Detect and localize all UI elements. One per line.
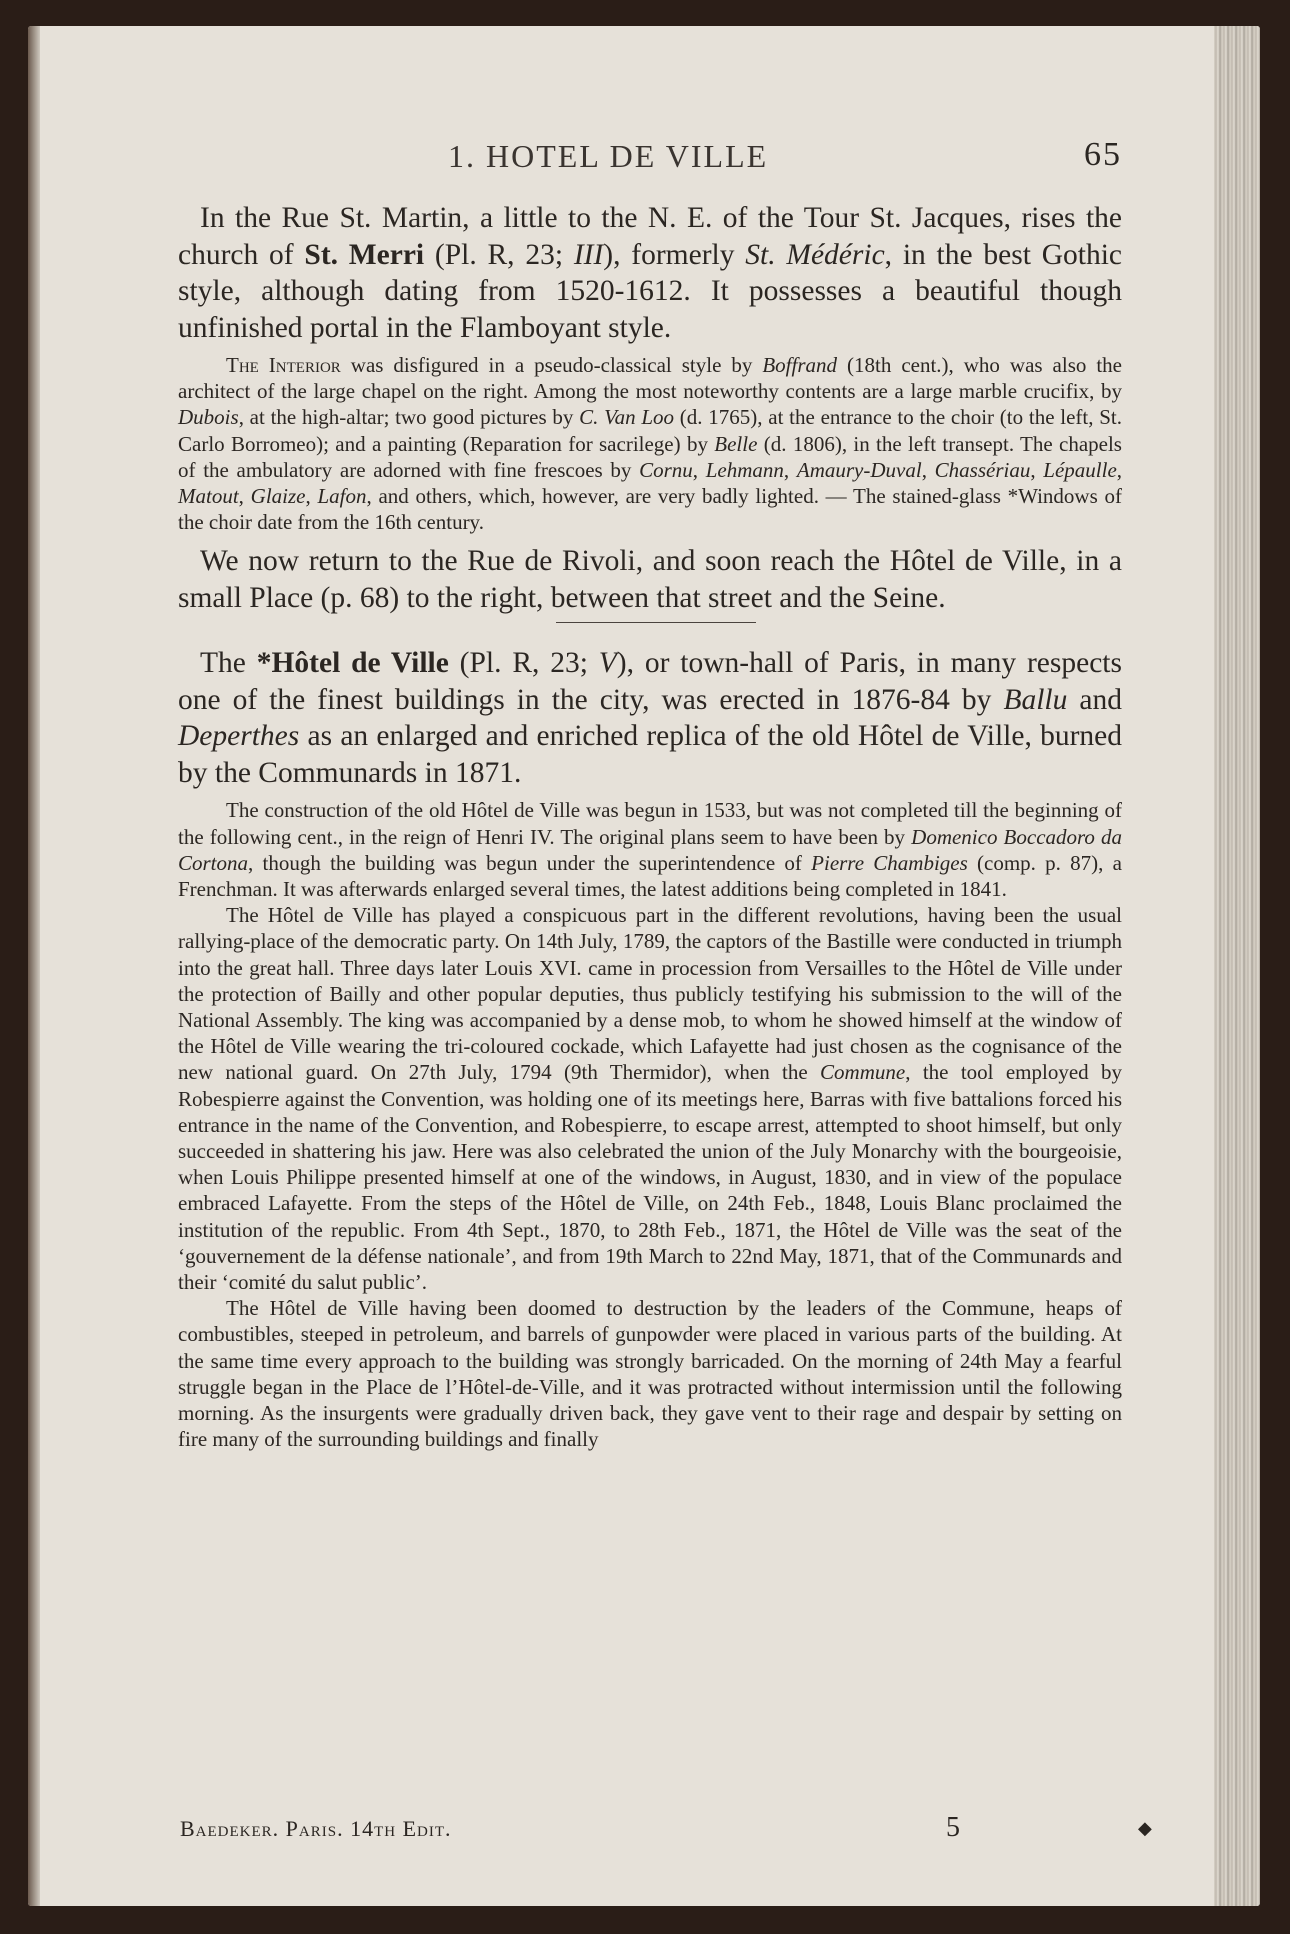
- italic-term: C. Van Loo: [579, 405, 675, 430]
- text-run: ,: [1030, 457, 1044, 482]
- page-text: [178, 138, 1122, 1453]
- text-run: (18th cent.), who was also the architect of the large chapel on the right. Among the most noteworthy contents are a large marble crucifix, by: [178, 353, 1122, 404]
- italic-term: Deperthes: [178, 720, 300, 753]
- italic-term: Chassériau: [934, 457, 1031, 482]
- italic-term: III: [573, 238, 604, 271]
- text-run: , and others, which, however, are very badly lighted. — The stained-glass *Windows of the choir date from the 16th century.: [178, 484, 1122, 535]
- bold-term: St. Merri: [304, 238, 425, 271]
- italic-term: Pierre Chambiges: [811, 850, 968, 875]
- page-left-edge: [28, 26, 40, 1906]
- italic-term: Cornu: [639, 457, 693, 482]
- text-run: (d. 1806), in the left transept. The chapels of the ambulatory are adorned with fine frescoes by: [178, 431, 1122, 482]
- paragraph-revolutions: [178, 902, 1122, 1295]
- italic-term: Belle: [714, 431, 758, 456]
- italic-term: Ballu: [1003, 683, 1068, 716]
- italic-term: St. Médéric: [745, 238, 885, 271]
- running-head: [178, 138, 1122, 182]
- italic-term: Dubois: [178, 405, 239, 430]
- italic-term: Amaury-Duval: [796, 457, 922, 482]
- text-run: was disfigured in a pseudo-classical style by: [340, 353, 763, 377]
- running-head-title: 1. HOTEL DE VILLE: [448, 138, 769, 174]
- text-run: ,: [1116, 457, 1123, 482]
- text-run: , at the high-altar; two good pictures by: [238, 405, 580, 430]
- text-run: ,: [921, 457, 935, 482]
- text-run: The: [200, 647, 257, 680]
- text-run: ,: [238, 484, 251, 509]
- page-edge-stack: [1214, 26, 1260, 1906]
- text-run: (comp. p. 87), a Frenchman. It was afterwards enlarged several times, the latest additions being completed in 1841.: [178, 850, 1122, 902]
- paragraph-rue-de-rivoli: We now return to the Rue de Rivoli, and soon reach the Hôtel de Ville, in a small Place (p. 68) to the right, between that street and the Seine.: [178, 545, 1122, 614]
- italic-term: Matout: [178, 484, 239, 509]
- text-run: (Pl. R, 23;: [448, 647, 599, 680]
- text-run: , in the best Gothic style, although dating from 1520-1612. It possesses a beautiful though unfinished portal in the Flamboyant style.: [178, 238, 1122, 344]
- italic-term: Lafon: [317, 484, 367, 509]
- signature-mark: 5: [946, 1812, 960, 1843]
- text-run: The construction of the old Hôtel de Ville was begun in 1533, but was not completed till the beginning of the following cent., in the reign of Henri IV. The original plans seem to have been by: [178, 798, 1122, 849]
- text-run: ), formerly: [603, 238, 746, 271]
- paragraph-hotel-de-ville: [178, 645, 1122, 791]
- bold-term: *Hôtel de Ville: [256, 647, 449, 680]
- italic-term: Lépaulle: [1043, 457, 1117, 482]
- text-run: as an enlarged and enriched replica of the old Hôtel de Ville, burned by the Communards in 1871.: [178, 720, 1122, 789]
- paragraph-interior: [178, 352, 1122, 535]
- page-footer: [180, 1812, 1060, 1856]
- text-run: ,: [783, 457, 797, 482]
- text-run: and: [1067, 683, 1122, 716]
- text-run: (d. 1765), at the entrance to the choir (to the left, St. Carlo Borromeo); and a painting (Reparation for sacrilege) by: [178, 405, 1122, 456]
- text-run: (Pl. R, 23;: [424, 238, 574, 271]
- paragraph-construction: [178, 797, 1122, 902]
- page-number: 65: [1084, 136, 1122, 173]
- book-page: [28, 26, 1260, 1906]
- italic-term: Lehmann: [705, 457, 784, 482]
- small-caps-term: The Interior: [226, 353, 341, 377]
- text-run: ,: [692, 457, 706, 482]
- section-divider: [556, 622, 756, 623]
- italic-term: Glaize: [250, 484, 306, 509]
- paragraph-st-merri: [178, 200, 1122, 346]
- bullet-mark-icon: ◆: [1138, 1818, 1152, 1839]
- text-run: , though the building was begun under the superintendence of: [248, 850, 812, 875]
- footer-source: Baedeker. Paris. 14th Edit.: [180, 1816, 452, 1841]
- text-run: ), or town-hall of Paris, in many respects one of the finest buildings in the city, was erected in 1876-84 by: [178, 647, 1122, 716]
- italic-term: Boffrand: [762, 353, 838, 377]
- italic-term: V: [598, 647, 617, 680]
- text-run: ,: [305, 484, 318, 509]
- paragraph-commune-fire: The Hôtel de Ville having been doomed to destruction by the leaders of the Commune, heaps of combustibles, steeped in petroleum, and barrels of gunpowder were placed in various parts of the building. At the same time every approach to the building was strongly barricaded. On the morning of 24th May a fearful struggle began in the Place de l’Hôtel-de-Ville, and it was protracted without intermission until the following morning. As the insurgents were gradually driven back, they gave vent to their rage and despair by setting on fire many of the surrounding buildings and finally: [178, 1296, 1122, 1452]
- text-run: In the Rue St. Martin, a little to the N. E. of the Tour St. Jacques, rises the church of: [178, 202, 1122, 271]
- italic-term: Commune: [820, 1060, 906, 1085]
- italic-term: Domenico Boccadoro da Cortona: [178, 824, 1123, 875]
- text-run: , the tool employed by Robespierre against the Convention, was holding one of its meetings here, Barras with five battalions forced his entrance in the name of the Convention, and Robespierre, to escape arrest, attempted to shoot himself, but only succeeded in shattering his jaw. Here was also celebrated the union of the July Monarchy with the bourgeoisie, when Louis Philippe presented himself at one of the windows, in August, 1830, and in view of the populace embraced Lafayette. From the steps of the Hôtel de Ville, on 24th Feb., 1848, Louis Blanc proclaimed the institution of the republic. From 4th Sept., 1870, to 28th Feb., 1871, the Hôtel de Ville was the seat of the ‘gouvernement de la défense nationale’, and from 19th March to 22nd May, 1871, that of the Communards and their ‘comité du salut public’.: [178, 1060, 1122, 1295]
- text-run: The Hôtel de Ville has played a conspicuous part in the different revolutions, having been the usual rallying-place of the democratic party. On 14th July, 1789, the captors of the Bastille were conducted in triumph into the great hall. Three days later Louis XVI. came in procession from Versailles to the Hôtel de Ville under the protection of Bailly and other popular deputies, thus publicly testifying his submission to the will of the National Assembly. The king was accompanied by a dense mob, to whom he showed himself at the window of the Hôtel de Ville wearing the tri-coloured cockade, which Lafayette had just chosen as the cognisance of the new national guard. On 27th July, 1794 (9th Thermidor), when the: [178, 903, 1122, 1085]
